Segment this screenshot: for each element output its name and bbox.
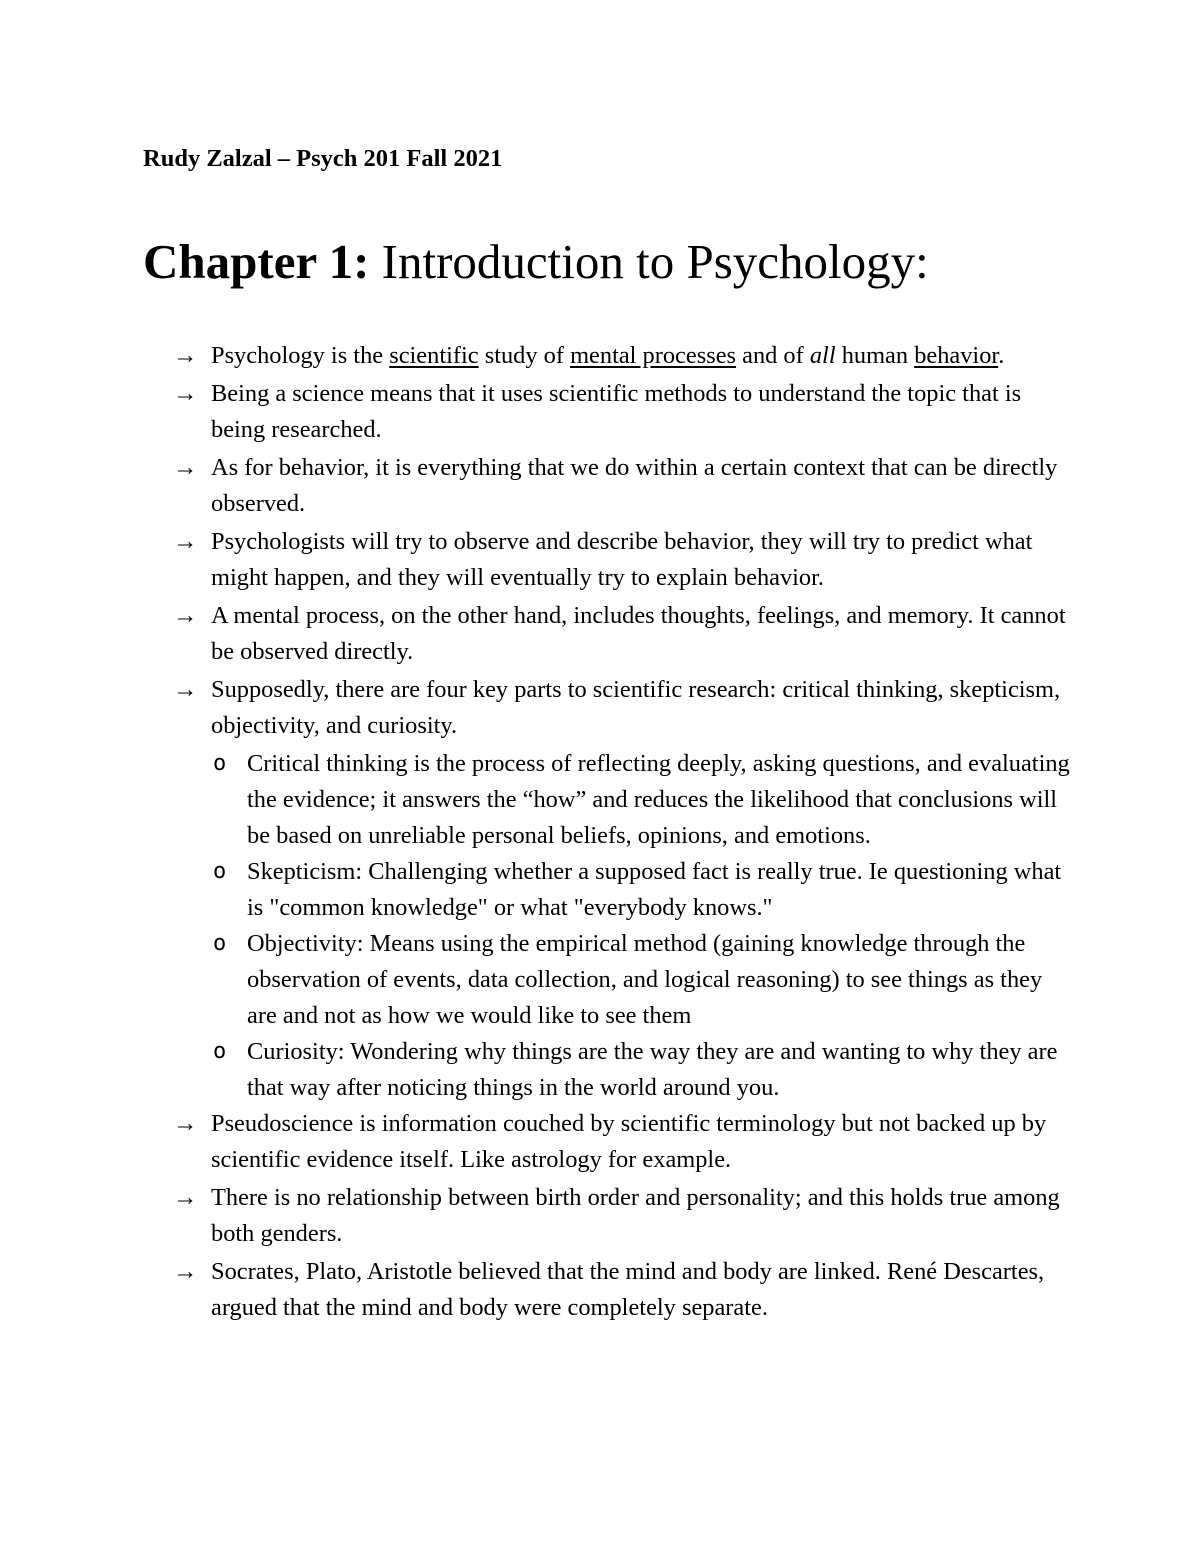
chapter-title — [143, 232, 929, 292]
list-item — [0, 1254, 1071, 1326]
item-text: As for behavior, it is everything that we do within a certain context that can be directly observed. — [211, 454, 1058, 517]
sub-list-item — [0, 854, 1077, 926]
item-text: . — [998, 342, 1005, 369]
list-item — [0, 338, 1071, 374]
circle-bullet-icon: o — [213, 931, 227, 956]
list-item — [0, 524, 1071, 596]
item-text: Psychology is the — [211, 342, 390, 369]
list-item — [0, 1180, 1071, 1252]
underlined-term-mental-processes: mental processes — [570, 342, 737, 369]
chapter-title-rest: Introduction to Psychology: — [369, 234, 929, 289]
arrow-bullet-icon: → — [173, 602, 198, 629]
circle-bullet-icon: o — [213, 859, 227, 884]
arrow-bullet-icon: → — [173, 676, 198, 703]
sub-list-item — [0, 746, 1077, 854]
item-text: and of — [736, 342, 810, 369]
arrow-bullet-icon: → — [173, 380, 198, 407]
document-header: Rudy Zalzal – Psych 201 Fall 2021 — [143, 145, 503, 172]
circle-bullet-icon: o — [213, 1039, 227, 1064]
arrow-bullet-icon: → — [173, 1258, 198, 1285]
chapter-title-prefix: Chapter 1: — [143, 234, 370, 289]
arrow-bullet-icon: → — [173, 454, 198, 481]
item-text: Pseudoscience is information couched by scientific terminology but not backed up by scientific evidence itself. Like astrology for example. — [211, 1110, 1047, 1173]
sub-item-text: Curiosity: Wondering why things are the way they are and wanting to why they are that way after noticing things in the world around you. — [247, 1038, 1058, 1101]
list-item — [0, 1106, 1071, 1178]
italic-term-all: all — [809, 342, 836, 369]
list-item — [0, 598, 1071, 670]
item-text: A mental process, on the other hand, includes thoughts, feelings, and memory. It cannot be observed directly. — [211, 602, 1066, 665]
item-text: There is no relationship between birth order and personality; and this holds true among both genders. — [211, 1184, 1060, 1247]
item-text: Being a science means that it uses scientific methods to understand the topic that is being researched. — [211, 380, 1022, 443]
list-item — [0, 450, 1071, 522]
arrow-bullet-icon: → — [173, 1184, 198, 1211]
list-item — [0, 672, 1071, 744]
sub-item-text: Objectivity: Means using the empirical method (gaining knowledge through the observation of events, data collection, and logical reasoning) to see things as they are and not as how we would like to see them — [247, 930, 1043, 1029]
sub-item-text: Skepticism: Challenging whether a supposed fact is really true. Ie questioning what is "common knowledge" or what "everybody knows." — [247, 858, 1062, 921]
item-text: Socrates, Plato, Aristotle believed that the mind and body are linked. René Descartes, argued that the mind and body were completely separate. — [211, 1258, 1045, 1321]
item-text: Supposedly, there are four key parts to scientific research: critical thinking, skepticism, objectivity, and curiosity. — [211, 676, 1061, 739]
item-text: Psychologists will try to observe and describe behavior, they will try to predict what might happen, and they will eventually try to explain behavior. — [211, 528, 1033, 591]
underlined-term-behavior: behavior — [914, 342, 999, 369]
sub-list-item — [0, 1034, 1077, 1106]
arrow-bullet-icon: → — [173, 1110, 198, 1137]
sub-item-text: Critical thinking is the process of reflecting deeply, asking questions, and evaluating the evidence; it answers the “how” and reduces the likelihood that conclusions will be based on unreliable personal beliefs, opinions, and emotions. — [247, 750, 1070, 849]
list-item — [0, 376, 1071, 448]
item-text: human — [835, 342, 915, 369]
notes-list — [0, 338, 1200, 1328]
arrow-bullet-icon: → — [173, 528, 198, 555]
underlined-term-scientific: scientific — [389, 342, 479, 369]
arrow-bullet-icon: → — [173, 342, 198, 369]
sub-list-item — [0, 926, 1077, 1034]
circle-bullet-icon: o — [213, 751, 227, 776]
item-text: study of — [478, 342, 571, 369]
